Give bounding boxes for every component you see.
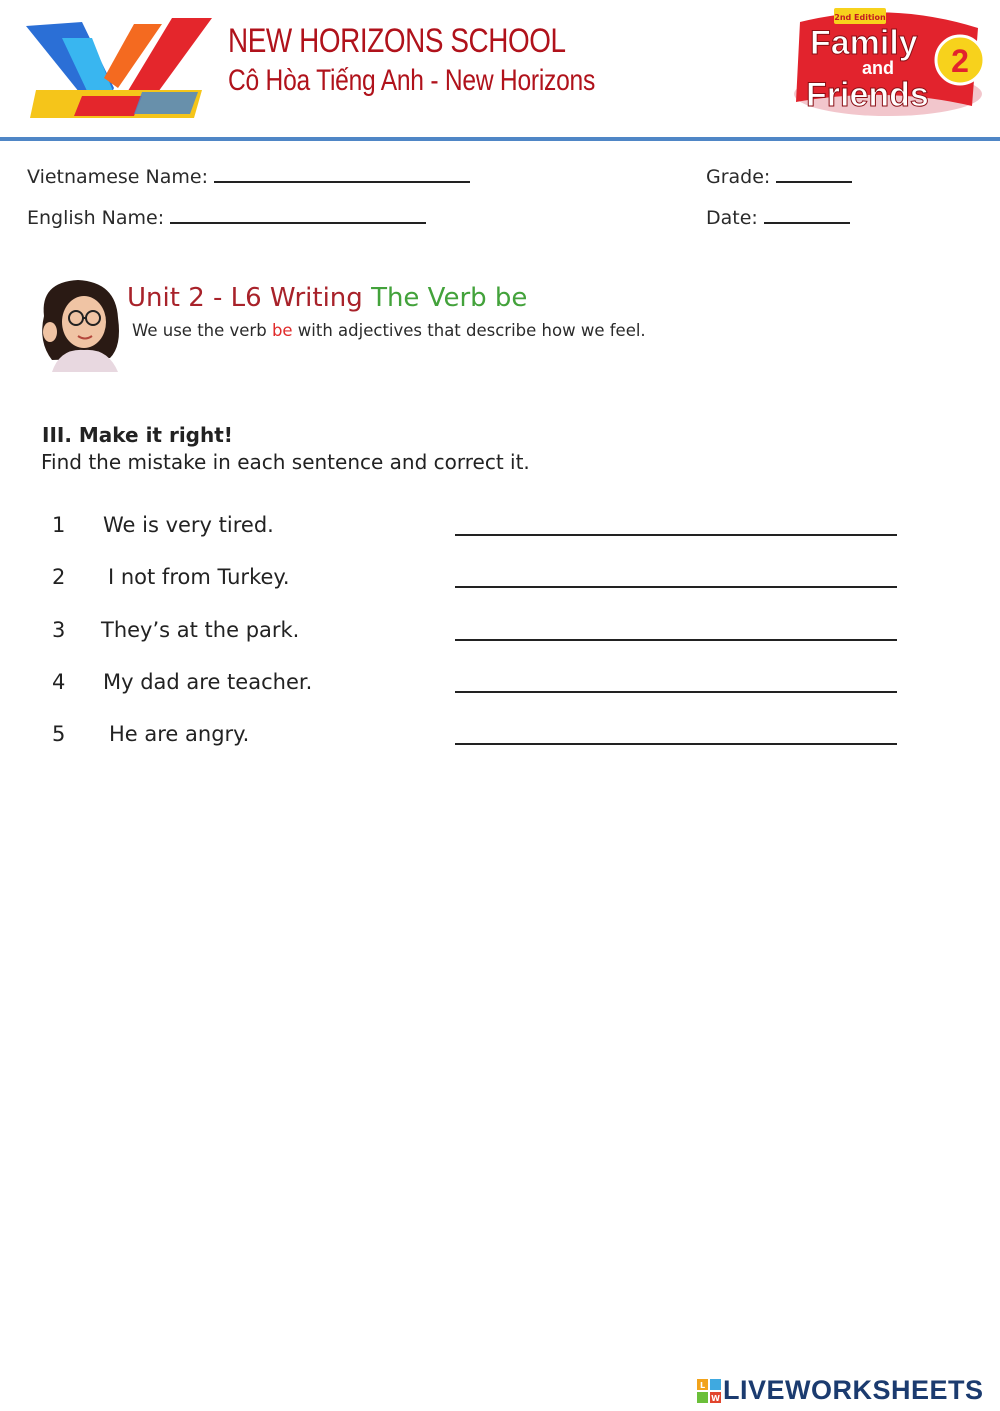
unit-desc-highlight: be <box>271 321 293 340</box>
answer-line[interactable] <box>455 534 897 536</box>
vietnamese-name-field <box>27 164 470 188</box>
english-name-blank[interactable] <box>170 205 426 224</box>
vietnamese-name-label: Vietnamese Name: <box>27 166 208 188</box>
unit-desc-text: We use the verb <box>132 321 272 340</box>
question-sentence: We is very tired. <box>103 513 274 537</box>
edition-label: 2nd Edition <box>834 13 886 22</box>
question-number: 4 <box>52 670 66 694</box>
family-and-friends-logo <box>792 2 992 122</box>
exercise-heading: III. Make it right! <box>42 423 233 447</box>
question-number: 2 <box>52 565 66 589</box>
answer-line[interactable] <box>455 639 897 641</box>
brand-friends: Friends <box>806 76 929 114</box>
answer-line[interactable] <box>455 743 897 745</box>
brand-family: Family <box>810 24 918 62</box>
brand-and: and <box>862 58 895 78</box>
unit-desc-text: with adjectives that describe how we feel. <box>292 321 646 340</box>
school-logo <box>22 18 212 122</box>
question-number: 1 <box>52 513 66 537</box>
answer-line[interactable] <box>455 691 897 693</box>
grade-field <box>706 164 852 188</box>
vietnamese-name-blank[interactable] <box>214 164 470 183</box>
english-name-label: English Name: <box>27 207 165 229</box>
question-number: 3 <box>52 618 66 642</box>
school-name: NEW HORIZONS SCHOOL <box>228 22 566 60</box>
date-field <box>706 205 850 229</box>
date-blank[interactable] <box>764 205 850 224</box>
english-name-field <box>27 205 426 229</box>
liveworksheets-icon <box>697 1379 721 1403</box>
answer-line[interactable] <box>455 586 897 588</box>
date-label: Date: <box>706 207 758 229</box>
unit-description <box>132 320 692 342</box>
icon-letter: W <box>711 1394 720 1403</box>
teacher-avatar <box>30 276 130 372</box>
school-subtitle: Cô Hòa Tiếng Anh - New Horizons <box>228 64 596 97</box>
grade-blank[interactable] <box>776 164 852 183</box>
exercise-instruction: Find the mistake in each sentence and correct it. <box>41 450 530 474</box>
question-sentence: My dad are teacher. <box>103 670 313 694</box>
question-sentence: He are angry. <box>109 722 250 746</box>
header-divider <box>0 137 1000 141</box>
unit-title <box>127 283 527 313</box>
grade-label: Grade: <box>706 166 771 188</box>
liveworksheets-wordmark: LIVEWORKSHEETS <box>723 1375 984 1405</box>
liveworksheets-logo <box>697 1377 997 1405</box>
unit-title-lesson: Unit 2 - L6 Writing <box>127 283 363 313</box>
question-sentence: I not from Turkey. <box>108 565 290 589</box>
unit-title-topic: The Verb be <box>371 283 528 313</box>
question-number: 5 <box>52 722 66 746</box>
question-sentence: They’s at the park. <box>101 618 300 642</box>
icon-letter: L <box>699 1381 706 1390</box>
brand-level: 2 <box>951 43 969 79</box>
